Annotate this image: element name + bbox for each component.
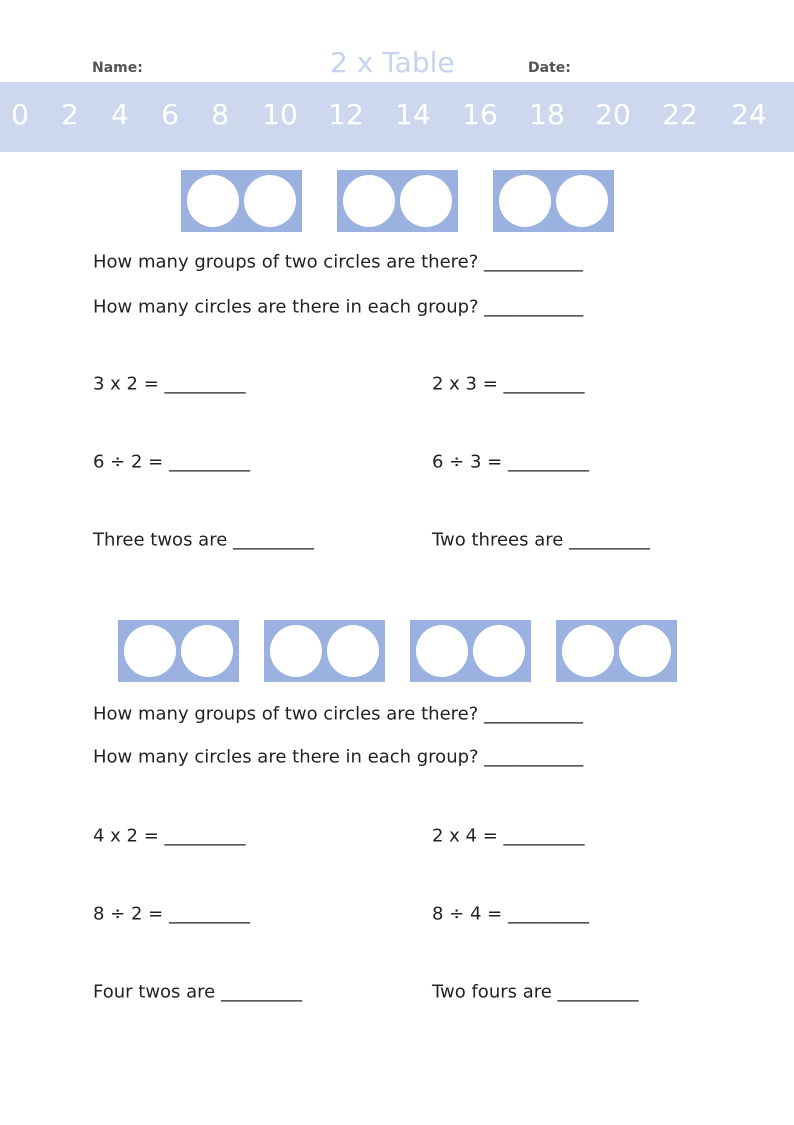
circle	[416, 625, 468, 677]
circle-group-box	[264, 620, 385, 682]
circle-group-box	[181, 170, 302, 232]
date-label: Date:	[528, 60, 571, 76]
word-question: Four twos are _________	[93, 981, 302, 1003]
number-line-item: 18	[529, 98, 565, 131]
number-line-item: 14	[395, 98, 431, 131]
word-question: Two threes are _________	[432, 529, 651, 551]
circle	[343, 175, 395, 227]
page-title: 2 x Table	[330, 46, 455, 79]
circle-group-box	[118, 620, 239, 682]
equation: 8 ÷ 2 = _________	[93, 903, 250, 925]
circle-group-box	[556, 620, 677, 682]
equation: 3 x 2 = _________	[93, 373, 246, 395]
name-label: Name:	[92, 60, 143, 76]
circle-group-box	[337, 170, 458, 232]
number-line-item: 0	[11, 98, 29, 131]
equation: 6 ÷ 3 = _________	[432, 451, 589, 473]
circle	[181, 625, 233, 677]
number-line-band	[0, 82, 794, 152]
question-each-group: How many circles are there in each group? ___________	[93, 296, 584, 318]
question-groups: How many groups of two circles are there? ___________	[93, 703, 583, 725]
equation: 6 ÷ 2 = _________	[93, 451, 250, 473]
circle-group-box	[493, 170, 614, 232]
circle	[619, 625, 671, 677]
word-question: Three twos are _________	[93, 529, 315, 551]
circle	[124, 625, 176, 677]
number-line-item: 2	[61, 98, 79, 131]
equation: 8 ÷ 4 = _________	[432, 903, 589, 925]
question-groups: How many groups of two circles are there? ___________	[93, 251, 583, 273]
circle	[499, 175, 551, 227]
circle	[400, 175, 452, 227]
number-line-item: 22	[662, 98, 698, 131]
equation: 2 x 4 = _________	[432, 825, 585, 847]
circle-group-box	[410, 620, 531, 682]
number-line-item: 16	[462, 98, 498, 131]
number-line-item: 20	[595, 98, 631, 131]
equation: 2 x 3 = _________	[432, 373, 585, 395]
equation: 4 x 2 = _________	[93, 825, 246, 847]
circle	[244, 175, 296, 227]
number-line-item: 24	[731, 98, 767, 131]
circle	[562, 625, 614, 677]
word-question: Two fours are _________	[432, 981, 639, 1003]
circle	[556, 175, 608, 227]
circle	[473, 625, 525, 677]
circle	[270, 625, 322, 677]
number-line-item: 12	[328, 98, 364, 131]
circle	[327, 625, 379, 677]
number-line-item: 10	[262, 98, 298, 131]
number-line-item: 4	[111, 98, 129, 131]
circle	[187, 175, 239, 227]
question-each-group: How many circles are there in each group? ___________	[93, 746, 584, 768]
number-line-item: 6	[161, 98, 179, 131]
number-line-item: 8	[211, 98, 229, 131]
